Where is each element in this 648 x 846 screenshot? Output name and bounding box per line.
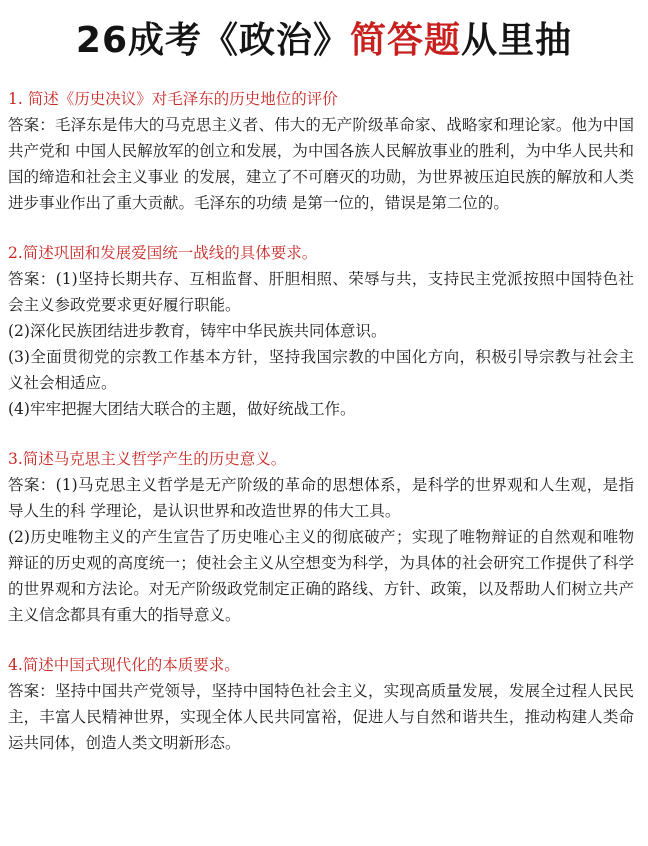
answer-4: 答案：坚持中国共产党领导，坚持中国特色社会主义，实现高质量发展，发展全过程人民民主，丰富人民精神世界，实现全体人民共同富裕，促进人与自然和谐共生，推动构建人类命运共同体，创造人类文明新形态。 [8,682,634,752]
question-1: 1. 简述《历史决议》对毛泽东的历史地位的评价 [8,90,338,108]
answer-2-point-1: 答案：(1)坚持长期共存、互相监督、肝胆相照、荣辱与共，支持民主党派按照中国特色社会主义参政党要求更好履行职能。 [8,270,634,314]
qa-section-4 [8,652,634,756]
title-part-1: 26成考《政治》 [75,20,351,61]
question-4: 4.简述中国式现代化的本质要求。 [8,656,240,674]
answer-3-point-1: 答案：(1)马克思主义哲学是无产阶级的革命的思想体系，是科学的世界观和人生观，是指导人生的科 学理论，是认识世界和改造世界的伟大工具。 [8,476,634,520]
answer-2-point-3: (3)全面贯彻党的宗教工作基本方针，坚持我国宗教的中国化方向，积极引导宗教与社会主义社会相适应。 [8,348,634,392]
question-3: 3.简述马克思主义哲学产生的历史意义。 [8,450,287,468]
answer-2-point-4: (4)牢牢把握大团结大联合的主题，做好统战工作。 [8,400,356,418]
answer-2-point-2: (2)深化民族团结进步教育，铸牢中华民族共同体意识。 [8,322,387,340]
answer-3-point-2: (2)历史唯物主义的产生宣告了历史唯心主义的彻底破产；实现了唯物辩证的自然观和唯物辩证的历史观的高度统一；使社会主义从空想变为科学，为具体的社会研究工作提供了科学的世界观和方法论。对无产阶级政党制定正确的路线、方针、政策，以及帮助人们树立共产主义信念都具有重大的指导意义。 [8,528,634,624]
answer-1: 答案：毛泽东是伟大的马克思主义者、伟大的无产阶级革命家、战略家和理论家。他为中国共产党和 中国人民解放军的创立和发展，为中国各族人民解放事业的胜利，为中华人民共和国的缔造和社会主义事业 的发展，建立了不可磨灭的功勋，为世界被压迫民族的解放和人类进步事业作出了重大贡献。毛泽东的功绩 是第一位的，错误是第二位的。 [8,116,634,212]
qa-section-2 [8,240,634,422]
qa-list [8,86,634,780]
page-title [0,14,648,68]
title-part-highlight: 简答题 [350,20,462,61]
title-part-3: 从里抽 [461,20,573,61]
question-2: 2.简述巩固和发展爱国统一战线的具体要求。 [8,244,318,262]
qa-section-1 [8,86,634,216]
qa-section-3 [8,446,634,628]
